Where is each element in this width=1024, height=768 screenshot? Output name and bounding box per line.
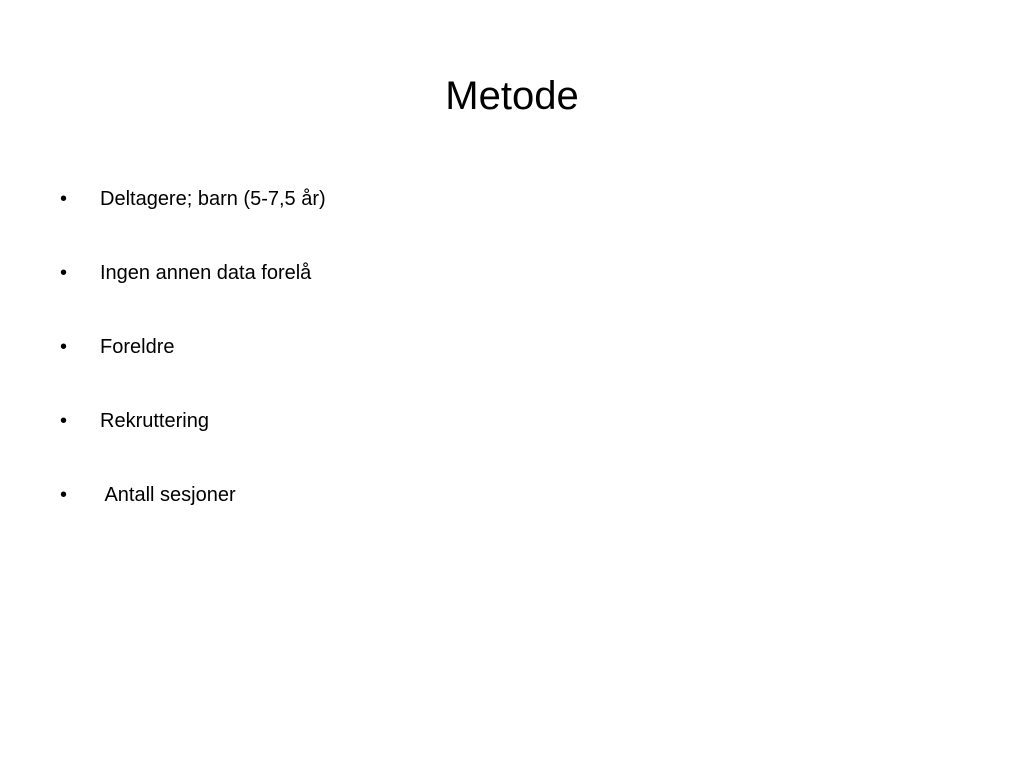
bullet-icon: • <box>60 336 68 358</box>
bullet-icon: • <box>60 262 68 284</box>
bullet-icon: • <box>60 188 68 210</box>
bullet-text: Deltagere; barn (5-7,5 år) <box>100 188 326 210</box>
bullet-text: Ingen annen data forelå <box>100 262 312 284</box>
bullet-text: Foreldre <box>100 336 175 358</box>
bullet-text: Antall sesjoner <box>100 484 236 506</box>
bullet-text: Rekruttering <box>100 410 209 432</box>
bullet-icon: • <box>60 410 68 432</box>
slide-title: Metode <box>445 74 579 118</box>
bullet-icon: • <box>60 484 68 506</box>
